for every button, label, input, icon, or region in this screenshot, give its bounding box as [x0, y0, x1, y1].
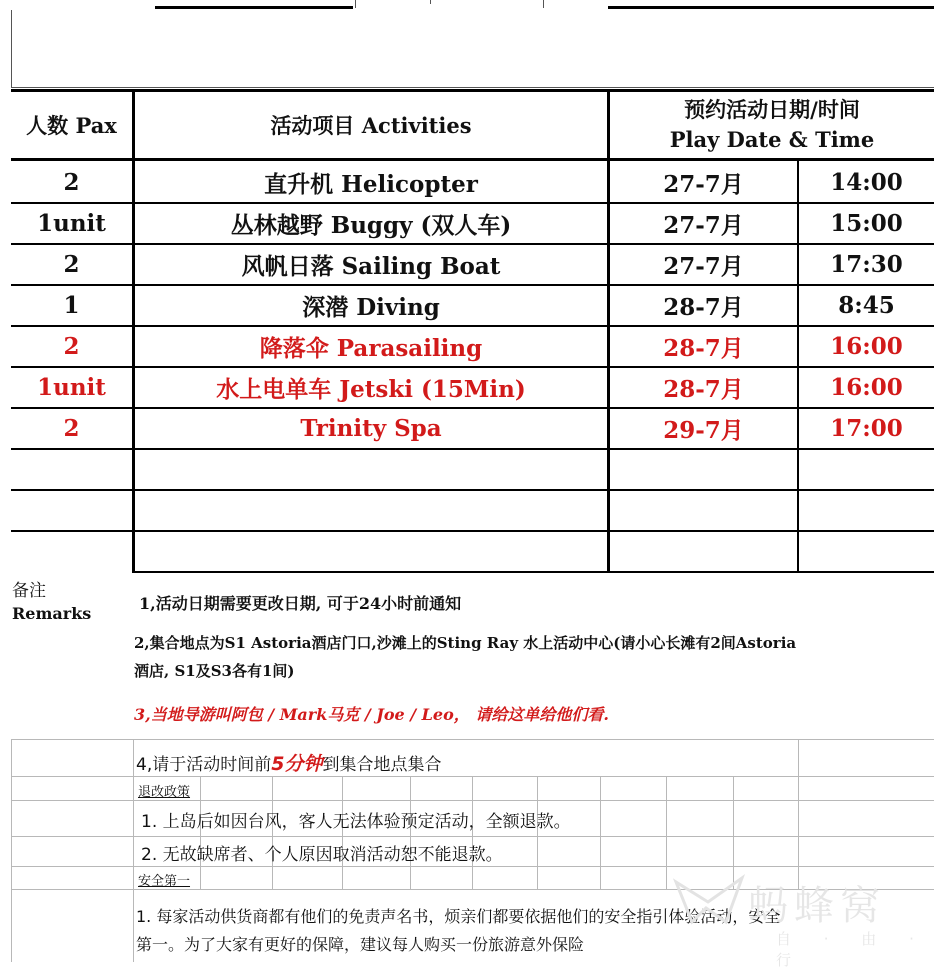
lower-grid-v-0 [11, 739, 12, 962]
lower-grid-v-2 [200, 776, 201, 889]
remark-item-1: 1,活动日期需要更改日期, 可于24小时前通知 [139, 594, 462, 613]
refund-line-2: 2. 无故缺席者、个人原因取消活动恕不能退款。 [141, 845, 503, 865]
top-divider-3 [430, 0, 431, 4]
row-line-10 [133, 571, 934, 573]
row-line-7 [11, 448, 934, 450]
row-date: 28-7月 [663, 376, 744, 403]
remark-item-4-emphasis: 5分钟 [271, 753, 323, 775]
row-date: 27-7月 [663, 212, 744, 239]
row-time: 16:00 [830, 374, 903, 401]
lower-grid-h-1 [11, 739, 934, 740]
row-line-9 [11, 530, 934, 532]
row-pax: 1 [63, 292, 80, 319]
row-date: 28-7月 [663, 335, 744, 362]
header-date-time [610, 92, 934, 158]
lower-grid-v-1 [133, 739, 134, 962]
top-rule-left [155, 6, 353, 9]
row-pax: 2 [63, 168, 80, 196]
row-date: 27-7月 [663, 170, 744, 198]
top-divider-2 [543, 0, 544, 8]
refund-policy-title: 退改政策 [138, 785, 191, 800]
remark-item-4 [136, 749, 441, 776]
row-activity: 水上电单车 Jetski (15Min) [216, 376, 526, 403]
row-activity: 直升机 Helicopter [264, 170, 478, 198]
row-activity: 降落伞 Parasailing [259, 335, 483, 362]
lower-grid-v-11 [798, 739, 799, 889]
row-line-8 [11, 489, 934, 491]
watermark-subtext: 自 · 由 · 行 [776, 930, 928, 969]
top-rule-right [608, 6, 934, 9]
top-box-bottom [11, 87, 934, 88]
row-pax: 1unit [37, 210, 106, 237]
top-box-left [11, 10, 12, 88]
lower-grid-v-8 [600, 776, 601, 889]
safety-line-2: 第一。为了大家有更好的保障，建议每人购买一份旅游意外保险 [136, 935, 585, 954]
remarks-label-cn: 备注 [12, 581, 46, 601]
row-date: 27-7月 [663, 253, 744, 280]
row-time: 8:45 [838, 292, 895, 319]
row-activity: 丛林越野 Buggy (双人车) [230, 212, 512, 239]
row-time: 17:00 [830, 415, 903, 442]
row-time: 15:00 [830, 210, 903, 237]
mafengwo-logo-icon [668, 872, 750, 930]
row-date: 28-7月 [663, 294, 744, 321]
row-time: 14:00 [830, 168, 903, 196]
table-header-border [11, 158, 934, 161]
safety-line-1: 1. 每家活动供货商都有他们的免责声名书，烦亲们都要依据他们的安全指引体验活动，安全 [136, 907, 781, 926]
header-date-cn: 预约活动日期/时间 [684, 97, 860, 122]
row-date: 29-7月 [663, 417, 744, 444]
lower-grid-v-7 [537, 776, 538, 889]
header-date-en: Play Date & Time [669, 127, 875, 152]
refund-line-1: 1. 上岛后如因台风，客人无法体验预定活动，全额退款。 [141, 812, 571, 832]
safety-title: 安全第一 [138, 874, 191, 889]
header-pax: 人数 Pax [26, 113, 117, 138]
lower-grid-v-6 [472, 776, 473, 889]
row-time: 16:00 [830, 333, 903, 360]
row-activity: 风帆日落 Sailing Boat [241, 253, 501, 280]
row-pax: 2 [63, 251, 80, 278]
lower-grid-v-3 [272, 776, 273, 889]
lower-grid-v-4 [342, 776, 343, 889]
remarks-label-en: Remarks [12, 604, 92, 623]
row-time: 17:30 [830, 251, 903, 278]
top-divider-1 [355, 0, 356, 8]
row-pax: 2 [63, 333, 80, 360]
row-pax: 1unit [37, 374, 106, 401]
row-pax: 2 [63, 415, 80, 442]
remark-item-4-prefix: 4,请于活动时间前 [136, 755, 272, 775]
row-activity: Trinity Spa [300, 415, 442, 442]
remark-item-3: 3,当地导游叫阿包 / Mark马克 / Joe / Leo， 请给这单给他们看. [134, 705, 609, 724]
lower-grid-v-5 [410, 776, 411, 889]
remark-item-2-line-2: 酒店, S1及S3各有1间) [134, 662, 295, 680]
lower-grid-v-9 [666, 776, 667, 889]
remark-item-4-suffix: 到集合地点集合 [322, 755, 442, 775]
watermark-text: 蚂蜂窝 [748, 883, 886, 929]
row-activity: 深潜 Diving [302, 294, 440, 321]
header-activities: 活动项目 Activities [270, 113, 472, 138]
remark-item-2-line-1: 2,集合地点为S1 Astoria酒店门口,沙滩上的Sting Ray 水上活动中心(请小心长滩有2间Astoria [134, 634, 797, 652]
